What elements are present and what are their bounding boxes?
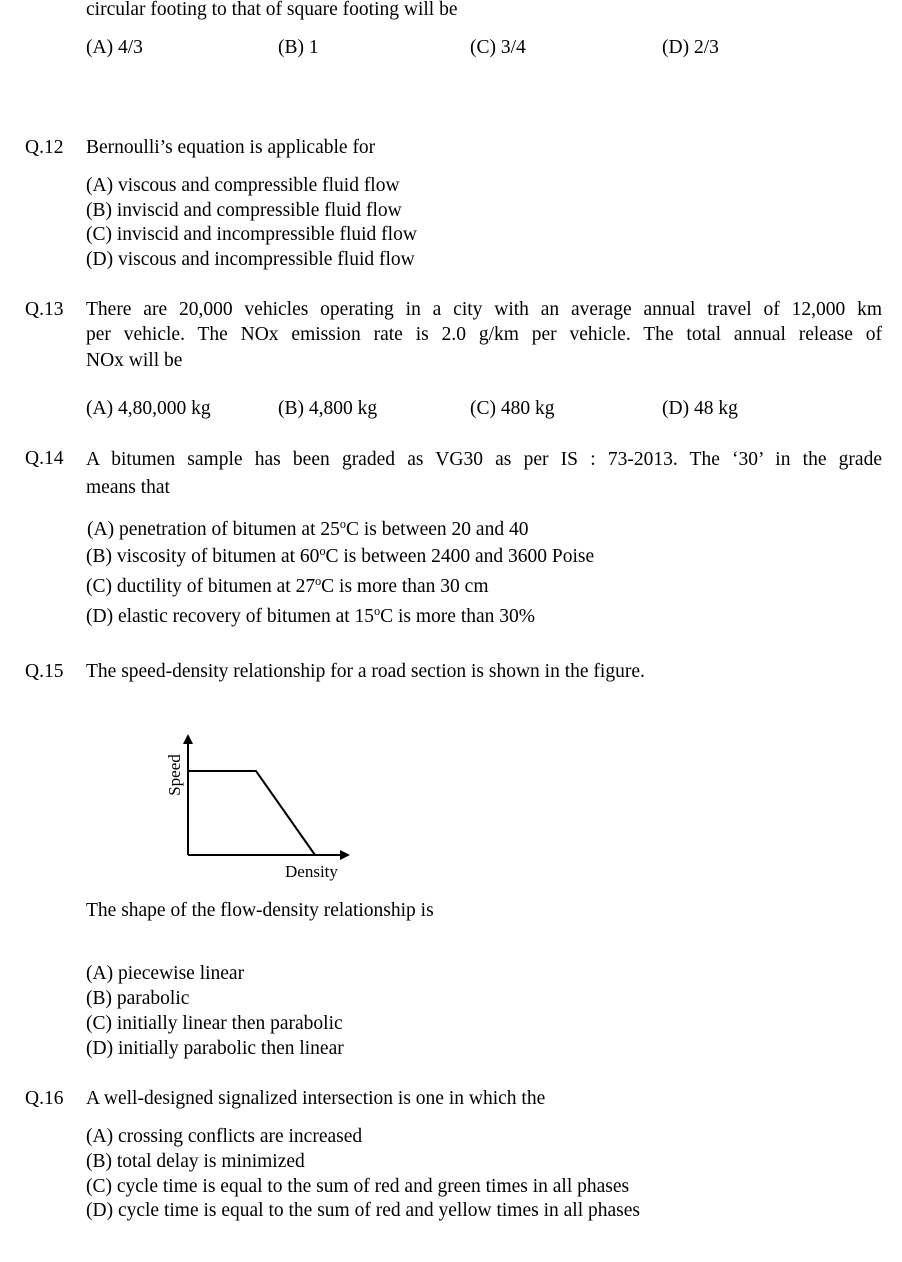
q13-stem-line-2: per vehicle. The NOx emission rate is 2.0 g/km per vehicle. The total annual release of bbox=[86, 324, 882, 346]
q14-stem bbox=[86, 446, 882, 502]
q13-stem-line-1: There are 20,000 vehicles operating in a city with an average annual travel of 12,000 km bbox=[86, 299, 882, 320]
q16-option-d: (D) cycle time is equal to the sum of red and yellow times in all phases bbox=[86, 1200, 640, 1221]
q15-stem: The speed-density relationship for a road section is shown in the figure. bbox=[86, 661, 645, 682]
q12-option-c: (C) inviscid and incompressible fluid flow bbox=[86, 224, 417, 245]
q11-option-d: (D) 2/3 bbox=[662, 37, 719, 58]
q16-stem: A well-designed signalized intersection is one in which the bbox=[86, 1088, 546, 1109]
q15-option-a: (A) piecewise linear bbox=[86, 963, 245, 984]
q14-option-a-text-end: C is between 20 and 40 bbox=[345, 519, 529, 540]
q16-option-b: (B) total delay is minimized bbox=[86, 1151, 305, 1172]
q15-option-b: (B) parabolic bbox=[86, 988, 190, 1009]
q14-option-b bbox=[86, 544, 594, 569]
q14-option-a bbox=[87, 517, 528, 542]
y-axis-label: Speed bbox=[165, 754, 184, 796]
q13-option-d: (D) 48 kg bbox=[662, 398, 738, 419]
q14-option-c-text-end: C is more than 30 cm bbox=[321, 576, 489, 597]
q14-option-c-text: (C) ductility of bitumen at 27 bbox=[86, 576, 316, 597]
speed-density-curve bbox=[188, 771, 315, 855]
q13-stem bbox=[86, 297, 882, 373]
q15-follow-up: The shape of the flow-density relationship is bbox=[86, 900, 434, 921]
q15-number: Q.15 bbox=[25, 661, 64, 682]
q15-option-d: (D) initially parabolic then linear bbox=[86, 1038, 344, 1059]
x-axis-label: Density bbox=[285, 862, 338, 881]
q14-option-d-text-end: C is more than 30% bbox=[380, 606, 536, 627]
q13-option-a: (A) 4,80,000 kg bbox=[86, 398, 211, 419]
degree-mark: o bbox=[339, 517, 346, 532]
degree-mark: o bbox=[319, 544, 326, 559]
q11-option-a: (A) 4/3 bbox=[86, 37, 143, 58]
q14-option-b-text-end: C is between 2400 and 3600 Poise bbox=[325, 546, 595, 567]
q14-stem-line-1: A bitumen sample has been graded as VG30 as per IS : 73-2013. The ‘30’ in the grade bbox=[86, 449, 882, 470]
q15-option-c: (C) initially linear then parabolic bbox=[86, 1013, 343, 1034]
q13-stem-line-3: NOx will be bbox=[86, 349, 183, 371]
q12-option-a: (A) viscous and compressible fluid flow bbox=[86, 175, 400, 196]
q11-stem-tail: circular footing to that of square footing will be bbox=[86, 0, 458, 20]
q14-option-d-text: (D) elastic recovery of bitumen at 15 bbox=[86, 606, 375, 627]
q16-option-c: (C) cycle time is equal to the sum of red and green times in all phases bbox=[86, 1176, 630, 1197]
degree-mark: o bbox=[374, 604, 381, 619]
q14-option-b-text: (B) viscosity of bitumen at 60 bbox=[86, 546, 320, 567]
degree-mark: o bbox=[315, 574, 322, 589]
q13-option-c: (C) 480 kg bbox=[470, 398, 555, 419]
q14-option-a-text: (A) penetration of bitumen at 25 bbox=[87, 519, 340, 540]
q13-option-b: (B) 4,800 kg bbox=[278, 398, 378, 419]
q13-number: Q.13 bbox=[25, 299, 64, 320]
q11-option-b: (B) 1 bbox=[278, 37, 319, 58]
q12-option-d: (D) viscous and incompressible fluid flow bbox=[86, 249, 415, 270]
q14-option-d bbox=[86, 604, 535, 629]
q16-option-a: (A) crossing conflicts are increased bbox=[86, 1126, 363, 1147]
q14-number: Q.14 bbox=[25, 448, 64, 469]
q14-option-c bbox=[86, 574, 489, 599]
q12-number: Q.12 bbox=[25, 137, 64, 158]
q11-option-c: (C) 3/4 bbox=[470, 37, 526, 58]
q12-stem: Bernoulli’s equation is applicable for bbox=[86, 137, 376, 158]
q14-stem-line-2: means that bbox=[86, 477, 170, 498]
q16-number: Q.16 bbox=[25, 1088, 64, 1109]
q12-option-b: (B) inviscid and compressible fluid flow bbox=[86, 200, 402, 221]
speed-density-figure bbox=[150, 725, 390, 895]
